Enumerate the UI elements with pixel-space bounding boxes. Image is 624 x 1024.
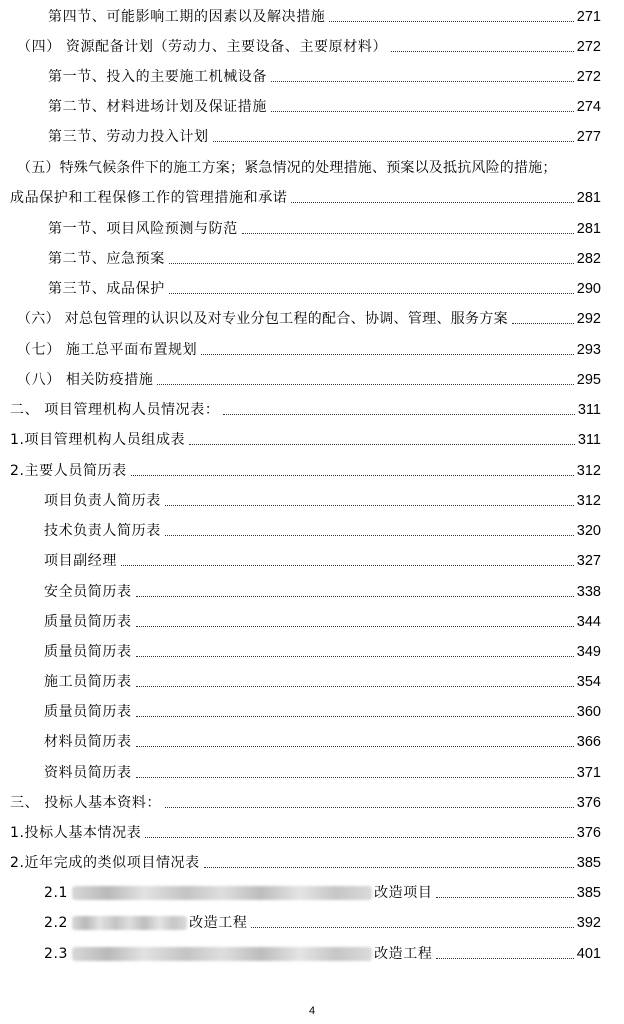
dot-leader: [223, 414, 574, 415]
toc-entry-title: 项目副经理: [44, 553, 117, 569]
toc-entry[interactable]: [0, 181, 624, 211]
toc-entry-title: 项目负责人简历表: [44, 493, 161, 509]
toc-entry-page: 272: [576, 69, 601, 85]
toc-entry-title: 三、 投标人基本资料：: [10, 795, 162, 811]
toc-entry-title: 改造工程: [374, 946, 433, 962]
toc-entry-title: 第四节、可能影响工期的因素以及解决措施: [48, 9, 326, 25]
dot-leader: [136, 656, 574, 657]
toc-entry-page: 320: [576, 523, 601, 539]
toc-entry[interactable]: [0, 575, 624, 605]
toc-entry-page: 311: [577, 432, 601, 448]
toc-entry[interactable]: [0, 544, 624, 574]
toc-entry-title: 资料员简历表: [44, 765, 132, 781]
toc-entry[interactable]: [0, 816, 624, 846]
toc-entry-page: 277: [576, 129, 601, 145]
toc-entry-page: 281: [576, 190, 601, 206]
toc-entry-page: 366: [576, 734, 601, 750]
dot-leader: [121, 565, 574, 566]
toc-entry-title: 2.近年完成的类似项目情况表: [10, 855, 200, 871]
toc-entry[interactable]: [0, 665, 624, 695]
dot-leader: [189, 444, 575, 445]
dot-leader: [391, 51, 574, 52]
dot-leader: [291, 202, 573, 203]
toc-entry-title: 材料员简历表: [44, 734, 132, 750]
toc-entry-page: 290: [576, 281, 601, 297]
toc-entry-title: 第三节、劳动力投入计划: [48, 129, 209, 145]
toc-entry-title: 质量员简历表: [44, 704, 132, 720]
dot-leader: [512, 323, 574, 324]
toc-entry-title: 安全员简历表: [44, 584, 132, 600]
toc-entry-title: 二、 项目管理机构人员情况表：: [10, 402, 220, 418]
toc-entry-page: 360: [576, 704, 601, 720]
toc-entry-page: 401: [576, 946, 601, 962]
toc-entry[interactable]: [0, 242, 624, 272]
toc-entry[interactable]: [0, 635, 624, 665]
toc-entry[interactable]: [0, 937, 624, 967]
toc-entry[interactable]: [0, 0, 624, 30]
toc-entry-title: 质量员简历表: [44, 644, 132, 660]
dot-leader: [169, 293, 574, 294]
toc-entry-title: 第一节、项目风险预测与防范: [48, 221, 238, 237]
toc-entry-title: 第一节、投入的主要施工机械设备: [48, 69, 267, 85]
dot-leader: [271, 81, 574, 82]
redacted-project-name: [72, 947, 372, 961]
dot-leader: [329, 21, 573, 22]
toc-entry[interactable]: [0, 423, 624, 453]
toc-entry-title: 改造工程: [189, 915, 248, 931]
toc-entry[interactable]: [0, 756, 624, 786]
toc-entry-page: 293: [576, 342, 601, 358]
toc-entry-page: 282: [576, 251, 601, 267]
toc-entry-title: 质量员简历表: [44, 614, 132, 630]
toc-entry[interactable]: [0, 302, 624, 332]
toc-entry[interactable]: [0, 876, 624, 906]
toc-entry[interactable]: [0, 90, 624, 120]
toc-entry-page: 312: [576, 463, 601, 479]
dot-leader: [136, 777, 574, 778]
toc-entry-title: 改造项目: [374, 885, 433, 901]
toc-entry[interactable]: [0, 120, 624, 150]
toc-entry[interactable]: [0, 333, 624, 363]
toc-entry[interactable]: [0, 786, 624, 816]
dot-leader: [436, 958, 573, 959]
dot-leader: [136, 596, 574, 597]
toc-entry-page: 385: [576, 855, 601, 871]
page-number: 4: [308, 1005, 316, 1017]
toc-entry-title: 第二节、应急预案: [48, 251, 165, 267]
toc-entry-title: 施工员简历表: [44, 674, 132, 690]
dot-leader: [169, 263, 574, 264]
toc-entry-title: 第二节、材料进场计划及保证措施: [48, 99, 267, 115]
toc-entry-page: 344: [576, 614, 601, 630]
dot-leader: [157, 384, 573, 385]
dot-leader: [213, 141, 574, 142]
toc-entry-page: 312: [576, 493, 601, 509]
toc-entry-page: 376: [576, 795, 601, 811]
dot-leader: [242, 233, 574, 234]
toc-entry[interactable]: [0, 393, 624, 423]
toc-entry-page: 272: [576, 39, 601, 55]
toc-entry-page: 327: [576, 553, 601, 569]
toc-entry-title: （四） 资源配备计划（劳动力、主要设备、主要原材料）: [17, 39, 388, 55]
dot-leader: [136, 746, 574, 747]
toc-entry[interactable]: [0, 725, 624, 755]
dot-leader: [145, 837, 573, 838]
toc-entry-page: 281: [576, 221, 601, 237]
toc-entry[interactable]: [0, 906, 624, 936]
toc-entry-page: 274: [576, 99, 601, 115]
toc-entry[interactable]: [0, 363, 624, 393]
toc-entry-title: 1.投标人基本情况表: [10, 825, 142, 841]
toc-entry[interactable]: [0, 695, 624, 725]
toc-entry[interactable]: [0, 151, 624, 181]
toc-entry[interactable]: [0, 605, 624, 635]
dot-leader: [271, 111, 574, 112]
toc-entry-title: （七） 施工总平面布置规划: [17, 342, 198, 358]
toc-entry-page: 311: [577, 402, 601, 418]
toc-entry-page: 338: [576, 584, 601, 600]
toc-entry-page: 385: [576, 885, 601, 901]
dot-leader: [165, 807, 574, 808]
toc-entry-page: 271: [576, 9, 601, 25]
dot-leader: [165, 535, 574, 536]
toc-entry-title: （八） 相关防疫措施: [17, 372, 154, 388]
redacted-project-name: [72, 886, 372, 900]
dot-leader: [136, 686, 574, 687]
dot-leader: [436, 897, 573, 898]
toc-entry-title: 技术负责人简历表: [44, 523, 161, 539]
toc-entry-prefix: 2.1: [44, 885, 69, 901]
toc-entry-title: 第三节、成品保护: [48, 281, 165, 297]
toc-entry-page: 295: [576, 372, 601, 388]
dot-leader: [201, 354, 574, 355]
toc-entry-page: 376: [576, 825, 601, 841]
dot-leader: [131, 475, 574, 476]
toc-entry[interactable]: [0, 846, 624, 876]
toc-entry[interactable]: [0, 30, 624, 60]
toc-entry-title: 2.主要人员简历表: [10, 463, 127, 479]
toc-entry-title: 成品保护和工程保修工作的管理措施和承诺: [10, 190, 288, 206]
toc-entry[interactable]: [0, 514, 624, 544]
toc-entry-page: 349: [576, 644, 601, 660]
dot-leader: [204, 867, 574, 868]
toc-entry-title: （六） 对总包管理的认识以及对专业分包工程的配合、协调、管理、服务方案: [17, 311, 508, 327]
dot-leader: [165, 505, 574, 506]
toc-entry-page: 354: [576, 674, 601, 690]
toc-entry[interactable]: [0, 454, 624, 484]
toc-entry-prefix: 2.2: [44, 915, 69, 931]
toc-entry-page: 392: [576, 915, 601, 931]
toc-entry-prefix: 2.3: [44, 946, 69, 962]
toc-entry[interactable]: [0, 212, 624, 242]
toc-entry[interactable]: [0, 60, 624, 90]
toc-entry-title: （五）特殊气候条件下的施工方案；紧急情况的处理措施、预案以及抵抗风险的措施；: [17, 160, 557, 176]
toc-entry[interactable]: [0, 484, 624, 514]
toc-entry[interactable]: [0, 272, 624, 302]
toc-entry-page: 371: [576, 765, 601, 781]
toc-entry-title: 1.项目管理机构人员组成表: [10, 432, 186, 448]
dot-leader: [251, 927, 573, 928]
redacted-project-name: [72, 916, 187, 930]
dot-leader: [136, 626, 574, 627]
dot-leader: [136, 716, 574, 717]
toc-entry-page: 292: [576, 311, 601, 327]
